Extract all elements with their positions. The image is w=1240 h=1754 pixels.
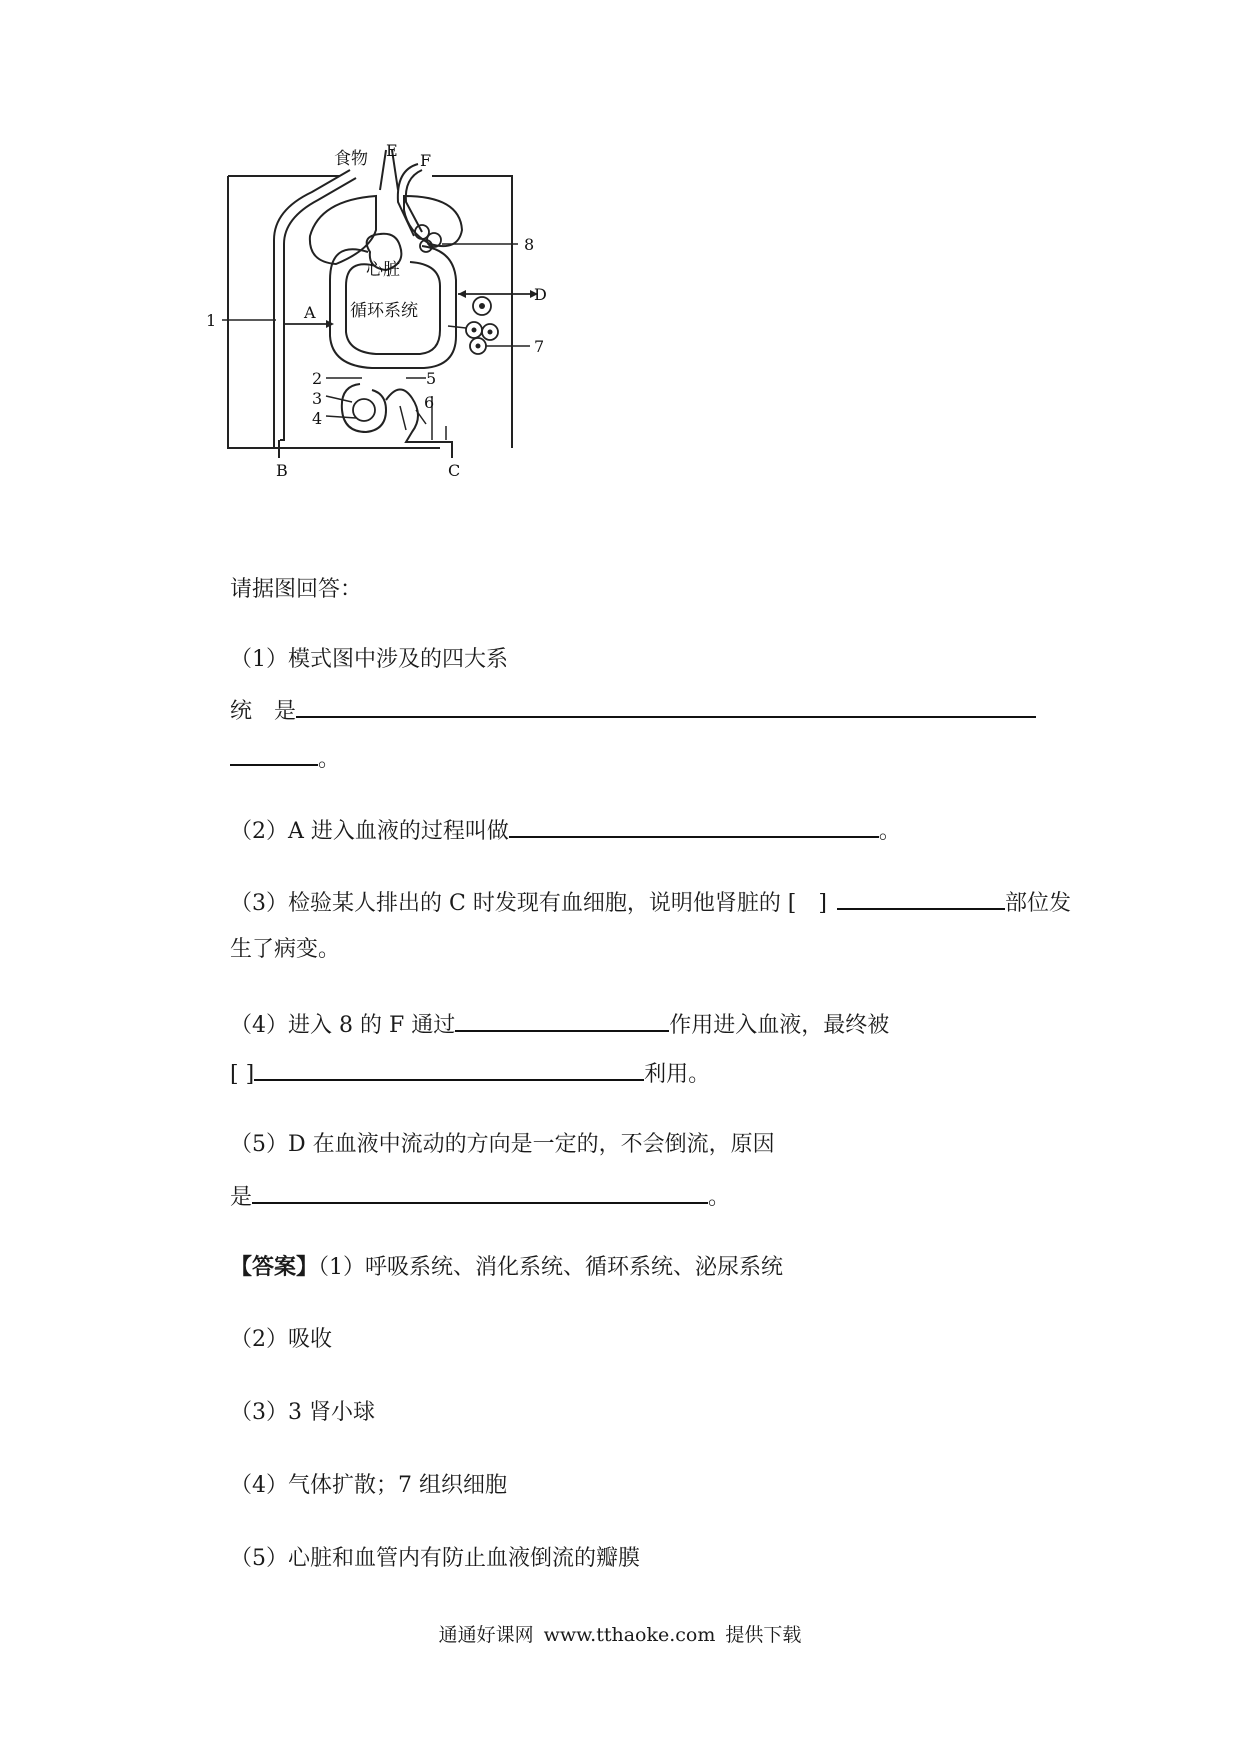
question-4-blank-1[interactable]	[455, 1008, 669, 1032]
question-4-text: （4）进入 8 的 F 通过	[230, 1013, 456, 1038]
question-4-line-1	[230, 1008, 889, 1041]
question-1-prefix: 统 是	[230, 699, 297, 724]
label-3: 3	[312, 389, 323, 408]
question-5-line-2	[230, 1180, 730, 1213]
answer-3: （3）3 肾小球	[230, 1400, 375, 1425]
label-6: 6	[424, 393, 435, 412]
footer-right: 提供下载	[725, 1624, 802, 1646]
question-2-text: （2）A 进入血液的过程叫做	[230, 819, 509, 844]
answer-2: （2）吸收	[230, 1327, 332, 1352]
question-3-suffix: 部位发	[1004, 891, 1071, 916]
question-2-blank[interactable]	[509, 814, 879, 838]
label-8: 8	[524, 235, 535, 254]
answer-1-text: （1）呼吸系统、消化系统、循环系统、泌尿系统	[318, 1255, 784, 1280]
label-2: 2	[312, 369, 323, 388]
label-e: E	[386, 141, 398, 160]
prompt-text: 请据图回答：	[230, 577, 363, 602]
question-5-blank[interactable]	[252, 1180, 708, 1204]
footer-left: 通通好课网	[438, 1624, 534, 1646]
question-1-blank-cont[interactable]	[230, 742, 318, 766]
question-3-line-1	[230, 886, 1071, 919]
label-7: 7	[534, 337, 545, 356]
label-f: F	[420, 151, 432, 170]
question-4-end: 利用。	[644, 1062, 711, 1087]
question-1-line-2	[230, 694, 1036, 727]
food-label: 食物	[334, 149, 368, 169]
circulation-label: 循环系统	[350, 301, 418, 321]
question-2-end: 。	[878, 819, 901, 844]
question-5-line-1: （5）D 在血液中流动的方向是一定的，不会倒流，原因	[230, 1132, 775, 1157]
label-d: D	[534, 285, 547, 304]
answer-1	[230, 1252, 783, 1283]
heart-label: 心脏	[366, 260, 400, 280]
answer-5: （5）心脏和血管内有防止血液倒流的瓣膜	[230, 1546, 640, 1571]
question-1-line-3	[230, 742, 340, 775]
answer-4: （4）气体扩散；7 组织细胞	[230, 1473, 507, 1498]
question-5-prefix: 是	[230, 1185, 253, 1210]
page-footer	[0, 1620, 1240, 1647]
label-5: 5	[426, 369, 437, 388]
answer-tag: 【答案】	[230, 1254, 319, 1280]
question-4-blank-2[interactable]	[254, 1057, 644, 1081]
question-3-text: （3）检验某人排出的 C 时发现有血细胞，说明他肾脏的 [ ]	[230, 891, 827, 916]
question-3-line-2: 生了病变。	[230, 937, 341, 962]
footer-site-link[interactable]: www.tthaoke.com	[543, 1624, 716, 1646]
question-5-end: 。	[708, 1185, 731, 1210]
label-1: 1	[206, 311, 217, 330]
circulation-model-figure	[200, 140, 620, 530]
label-b: B	[276, 461, 288, 480]
question-1-line-1: （1）模式图中涉及的四大系	[230, 647, 508, 672]
question-2	[230, 814, 901, 847]
label-4: 4	[312, 409, 323, 428]
system-diagram	[200, 140, 620, 530]
question-1-blank[interactable]	[296, 694, 1036, 718]
question-3-blank[interactable]	[837, 886, 1005, 910]
label-a: A	[304, 303, 316, 322]
question-4-line-2	[230, 1057, 710, 1090]
question-4-mid: 作用进入血液，最终被	[669, 1013, 890, 1038]
question-1-end: 。	[318, 747, 341, 772]
question-4-bracket: [ ]	[230, 1062, 255, 1087]
label-c: C	[448, 461, 461, 480]
